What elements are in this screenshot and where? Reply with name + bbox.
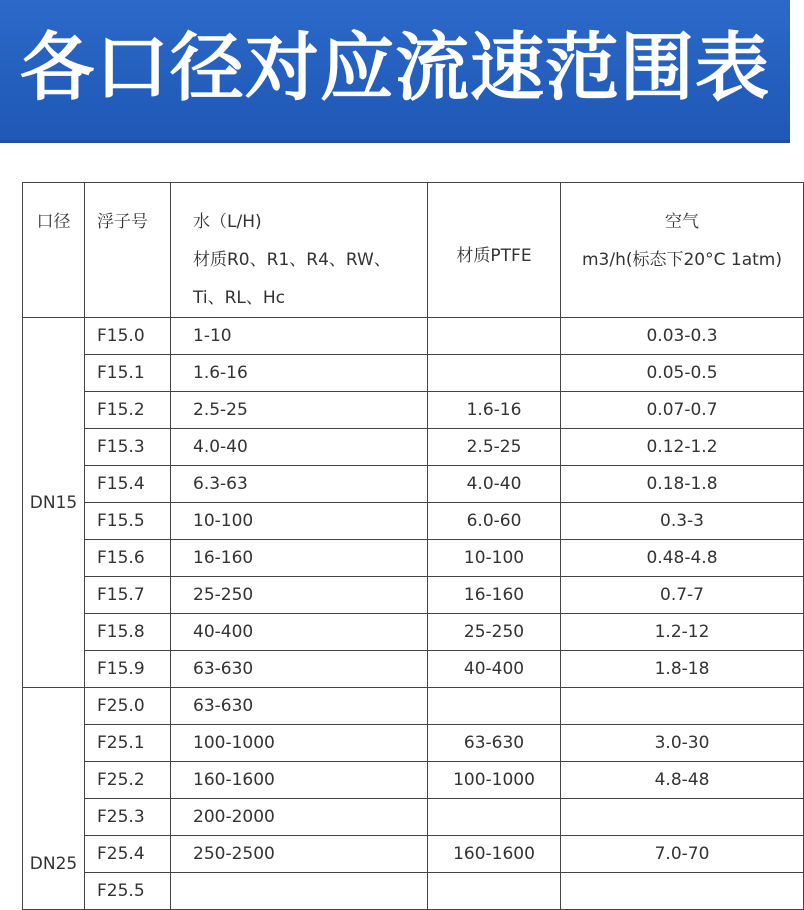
water-range-cell: 100-1000 [171, 725, 428, 762]
table-row [23, 799, 804, 836]
ptfe-range-cell [428, 799, 561, 836]
float-number-cell: F25.1 [85, 725, 171, 762]
header-water-line3: Ti、RL、Hc [193, 288, 285, 308]
air-range-cell [561, 799, 804, 836]
header-air-line2: m3/h(标态下20°C 1atm) [581, 250, 782, 270]
table-row [23, 762, 804, 799]
water-range-cell: 6.3-63 [171, 466, 428, 503]
header-water [171, 183, 428, 318]
ptfe-range-cell: 6.0-60 [428, 503, 561, 540]
header-air [561, 183, 804, 318]
air-range-cell: 0.18-1.8 [561, 466, 804, 503]
ptfe-range-cell: 25-250 [428, 614, 561, 651]
table-row [23, 725, 804, 762]
header-air-line1: 空气 [665, 212, 699, 232]
page-title: 各口径对应流速范围表 [20, 25, 770, 111]
table-row [23, 355, 804, 392]
header-ptfe: 材质PTFE [428, 183, 561, 318]
float-number-cell: F15.9 [85, 651, 171, 688]
float-number-cell: F15.7 [85, 577, 171, 614]
table-row [23, 577, 804, 614]
water-range-cell: 1.6-16 [171, 355, 428, 392]
table-row [23, 503, 804, 540]
water-range-cell: 1-10 [171, 318, 428, 355]
ptfe-range-cell [428, 318, 561, 355]
air-range-cell: 4.8-48 [561, 762, 804, 799]
table-row [23, 466, 804, 503]
table-row [23, 429, 804, 466]
ptfe-range-cell: 1.6-16 [428, 392, 561, 429]
air-range-cell: 3.0-30 [561, 725, 804, 762]
header-caliber: 口径 [23, 183, 85, 318]
flow-range-table [22, 182, 804, 910]
air-range-cell [561, 688, 804, 725]
flow-range-table-container [22, 182, 782, 901]
header-water-line2: 材质R0、R1、R4、RW、 [193, 250, 391, 270]
header-water-line1: 水（L/H) [193, 212, 262, 232]
table-row [23, 651, 804, 688]
caliber-cell [23, 688, 85, 910]
water-range-cell: 2.5-25 [171, 392, 428, 429]
ptfe-range-cell [428, 688, 561, 725]
water-range-cell: 63-630 [171, 688, 428, 725]
table-row [23, 836, 804, 873]
float-number-cell: F25.5 [85, 873, 171, 910]
ptfe-range-cell: 160-1600 [428, 836, 561, 873]
ptfe-range-cell [428, 355, 561, 392]
float-number-cell: F25.0 [85, 688, 171, 725]
float-number-cell: F15.1 [85, 355, 171, 392]
water-range-cell: 4.0-40 [171, 429, 428, 466]
float-number-cell: F15.6 [85, 540, 171, 577]
ptfe-range-cell: 4.0-40 [428, 466, 561, 503]
water-range-cell: 200-2000 [171, 799, 428, 836]
float-number-cell: F15.2 [85, 392, 171, 429]
table-row [23, 873, 804, 910]
table-header-row [23, 183, 804, 318]
air-range-cell: 0.03-0.3 [561, 318, 804, 355]
float-number-cell: F25.4 [85, 836, 171, 873]
water-range-cell [171, 873, 428, 910]
ptfe-range-cell: 16-160 [428, 577, 561, 614]
ptfe-range-cell: 100-1000 [428, 762, 561, 799]
air-range-cell: 0.3-3 [561, 503, 804, 540]
water-range-cell: 160-1600 [171, 762, 428, 799]
ptfe-range-cell: 10-100 [428, 540, 561, 577]
caliber-label: DN25 [29, 854, 78, 874]
water-range-cell: 16-160 [171, 540, 428, 577]
air-range-cell: 0.7-7 [561, 577, 804, 614]
caliber-label: DN15 [29, 492, 78, 513]
float-number-cell: F15.8 [85, 614, 171, 651]
float-number-cell: F15.3 [85, 429, 171, 466]
air-range-cell: 0.12-1.2 [561, 429, 804, 466]
water-range-cell: 10-100 [171, 503, 428, 540]
ptfe-range-cell: 2.5-25 [428, 429, 561, 466]
table-row [23, 614, 804, 651]
water-range-cell: 63-630 [171, 651, 428, 688]
float-number-cell: F25.3 [85, 799, 171, 836]
float-number-cell: F15.4 [85, 466, 171, 503]
float-number-cell: F15.0 [85, 318, 171, 355]
float-number-cell: F25.2 [85, 762, 171, 799]
ptfe-range-cell: 63-630 [428, 725, 561, 762]
table-row [23, 688, 804, 725]
air-range-cell: 1.8-18 [561, 651, 804, 688]
ptfe-range-cell [428, 873, 561, 910]
air-range-cell: 0.05-0.5 [561, 355, 804, 392]
water-range-cell: 25-250 [171, 577, 428, 614]
table-row [23, 318, 804, 355]
caliber-cell [23, 318, 85, 688]
water-range-cell: 250-2500 [171, 836, 428, 873]
water-range-cell: 40-400 [171, 614, 428, 651]
air-range-cell: 0.07-0.7 [561, 392, 804, 429]
table-row [23, 392, 804, 429]
title-banner [0, 0, 790, 143]
header-float-number: 浮子号 [85, 183, 171, 318]
air-range-cell: 7.0-70 [561, 836, 804, 873]
air-range-cell [561, 873, 804, 910]
ptfe-range-cell: 40-400 [428, 651, 561, 688]
air-range-cell: 0.48-4.8 [561, 540, 804, 577]
float-number-cell: F15.5 [85, 503, 171, 540]
air-range-cell: 1.2-12 [561, 614, 804, 651]
table-row [23, 540, 804, 577]
